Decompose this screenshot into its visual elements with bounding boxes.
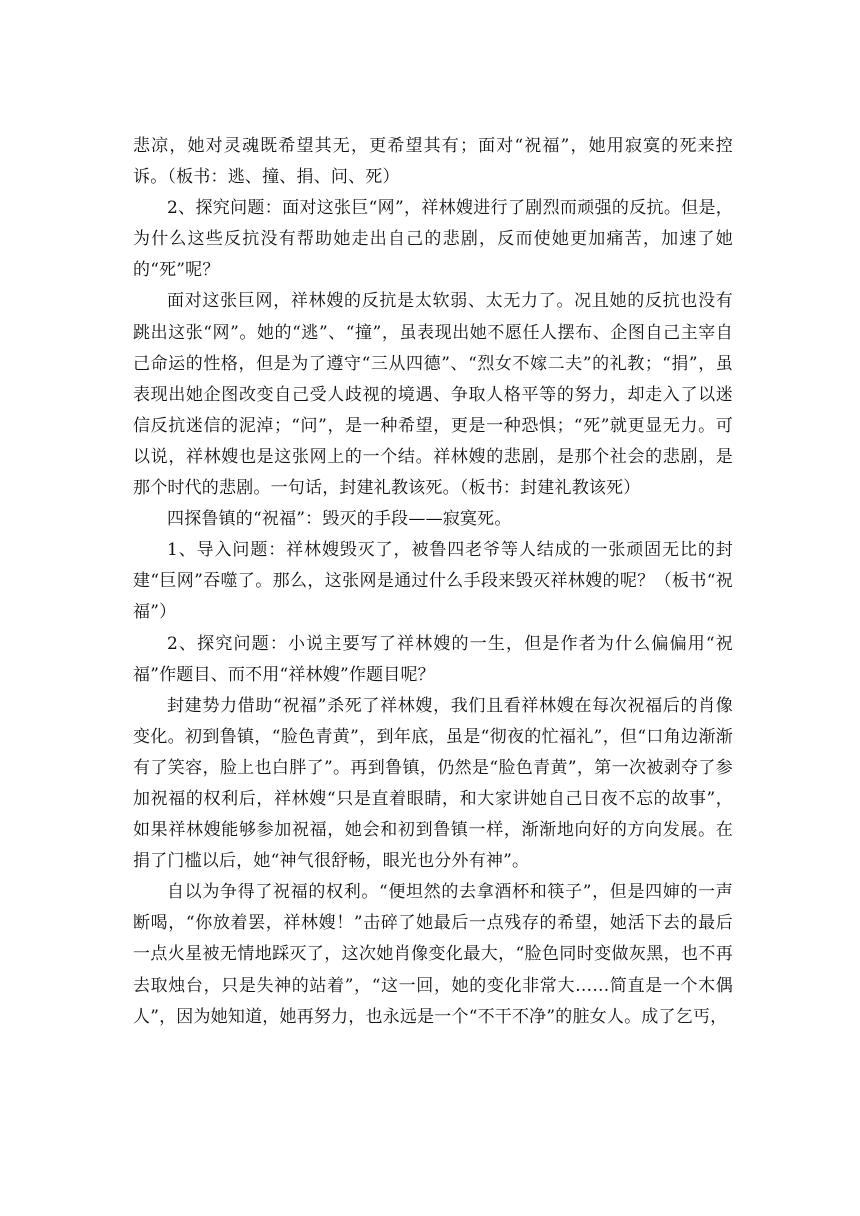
paragraph-3: 面对这张巨网，祥林嫂的反抗是太软弱、太无力了。况且她的反抗也没有跳出这张“网”。她的“逃”、“撞”，虽表现出她不愿任人摆布、企图自己主宰自己命运的性格，但是为了遵守“三从四德”、“烈女不嫁二夫”的礼教；“捐”，虽表现出她企图改变自己受人歧视的境遇、争取人格平等的努力，却走入了以迷信反抗迷信的泥淖；“问”，是一种希望，更是一种恐惧；“死”就更显无力。可以说，祥林嫂也是这张网上的一个结。祥林嫂的悲剧，是那个社会的悲剧，是那个时代的悲剧。一句话，封建礼教该死。（板书：封建礼教该死）	[133, 291, 733, 499]
paragraph-2: 2、探究问题：面对这张巨“网”，祥林嫂进行了剧烈而顽强的反抗。但是，为什么这些反抗没有帮助她走出自己的悲剧，反而使她更加痛苦，加速了她的“死”呢？	[133, 198, 733, 281]
paragraph-1: 悲凉，她对灵魂既希望其无，更希望其有；面对“祝福”，她用寂寞的死来控诉。（板书：逃、撞、捐、问、死）	[133, 136, 733, 188]
document-body	[133, 131, 733, 1033]
paragraph-5: 1、导入问题：祥林嫂毁灭了，被鲁四老爷等人结成的一张顽固无比的封建“巨网”吞噬了。那么，这张网是通过什么手段来毁灭祥林嫂的呢？（板书“祝福”）	[133, 540, 733, 623]
paragraph-8: 自以为争得了祝福的权利。“便坦然的去拿酒杯和筷子”，但是四婶的一声断喝，“你放着罢，祥林嫂！”击碎了她最后一点残存的希望，她活下去的最后一点火星被无情地踩灭了，这次她肖像变化最大，“脸色同时变做灰黑，也不再去取烛台，只是失神的站着”，“这一回，她的变化非常大……简直是一个木偶人”，因为她知道，她再努力，也永远是一个“不干不净”的脏女人。成了乞丐，	[133, 882, 733, 1027]
paragraph-6: 2、探究问题：小说主要写了祥林嫂的一生，但是作者为什么偏偏用“祝福”作题目、而不用“祥林嫂”作题目呢？	[133, 633, 733, 685]
paragraph-7: 封建势力借助“祝福”杀死了祥林嫂，我们且看祥林嫂在每次祝福后的肖像变化。初到鲁镇，“脸色青黄”，到年底，虽是“彻夜的忙福礼”，但“口角边渐渐有了笑容，脸上也白胖了”。再到鲁镇，仍然是“脸色青黄”，第一次被剥夺了参加祝福的权利后，祥林嫂“只是直着眼睛，和大家讲她自己日夜不忘的故事”，如果祥林嫂能够参加祝福，她会和初到鲁镇一样，渐渐地向好的方向发展。在捐了门槛以后，她“神气很舒畅，眼光也分外有神”。	[133, 695, 733, 872]
section-heading: 四探鲁镇的“祝福”：毁灭的手段——寂寞死。	[167, 509, 512, 530]
